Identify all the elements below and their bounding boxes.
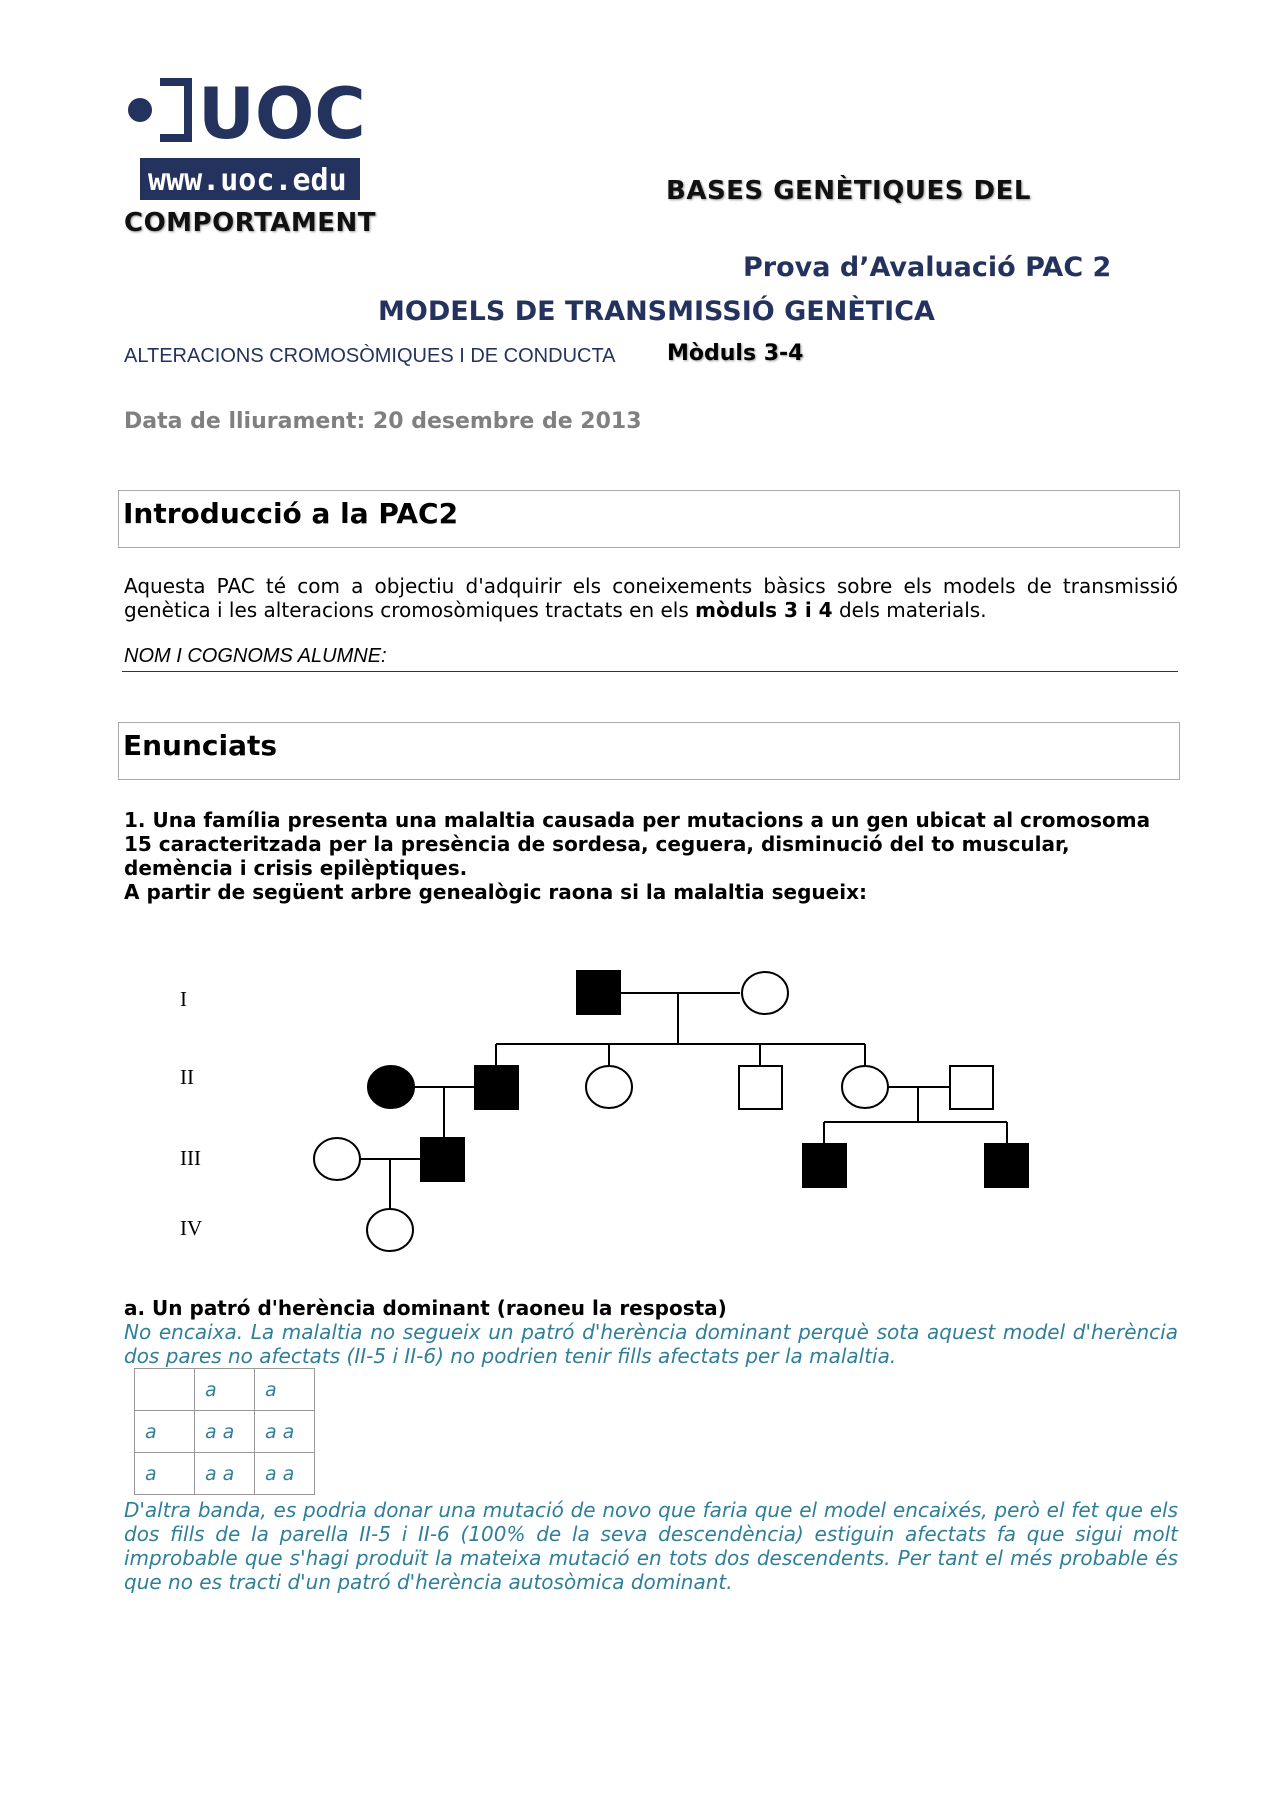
pedigree-III-4-affected-male: [985, 1144, 1028, 1187]
pedigree-II-2-affected-male: [475, 1066, 518, 1109]
pedigree-I-2-female: [742, 972, 788, 1014]
punnett-cell: a: [135, 1453, 195, 1495]
punnett-row: [135, 1453, 315, 1495]
punnett-row: [135, 1369, 315, 1411]
punnett-cell: a: [255, 1369, 315, 1411]
enunciats-heading-box: [118, 722, 1180, 780]
moduls-label: Mòduls 3-4: [667, 341, 804, 366]
punnett-square: [134, 1368, 315, 1495]
intro-heading: Introducció a la PAC2: [123, 497, 459, 530]
question-1-text: 1. Una família presenta una malaltia causada per mutacions a un gen ubicat al cromosoma 15 caracteritzada per la presència de sordesa, ceguera, disminució del to muscular, demència i crisis epilèptiques.: [124, 808, 1151, 880]
pedigree-I-1-affected-male: [577, 971, 620, 1014]
student-name-label: NOM I COGNOMS ALUMNE:: [124, 645, 387, 667]
pedigree-III-3-affected-male: [803, 1144, 846, 1187]
punnett-cell: [135, 1369, 195, 1411]
pedigree-III-2-affected-male: [421, 1138, 464, 1181]
student-name-line[interactable]: [122, 671, 1178, 672]
pedigree-II-1-affected-female: [368, 1066, 414, 1108]
punnett-cell: a a: [255, 1411, 315, 1453]
logo-url-text: www.uoc.edu: [148, 163, 347, 198]
generation-label-III: III: [180, 1146, 201, 1170]
uoc-logo: [124, 78, 364, 203]
delivery-date: Data de lliurament: 20 desembre de 2013: [124, 409, 642, 434]
punnett-cell: a a: [255, 1453, 315, 1495]
question-1: [124, 808, 1178, 904]
intro-heading-box: [118, 490, 1180, 548]
pedigree-II-3-female: [586, 1066, 632, 1108]
punnett-row: [135, 1411, 315, 1453]
part-a-question: a. Un patró d'herència dominant (raoneu la resposta): [124, 1296, 727, 1320]
punnett-cell: a a: [195, 1453, 255, 1495]
punnett-cell: a a: [195, 1411, 255, 1453]
generation-label-II: II: [180, 1065, 194, 1089]
pedigree-II-4-male: [739, 1066, 782, 1109]
part-a-answer-1: No encaixa. La malaltia no segueix un patró d'herència dominant perquè sota aquest model d'herència dos pares no afectats (II-5 i II-6) no podrien tenir fills afectats per la malaltia.: [124, 1320, 1178, 1368]
punnett-cell: a: [135, 1411, 195, 1453]
pedigree-IV-1-female: [367, 1209, 413, 1251]
intro-text-start: Aquesta PAC té com a objectiu d'adquirir els coneixements bàsics sobre els models de transmissió genètica i les alteracions cromosòmiques tractats en els: [124, 574, 1178, 622]
pedigree-II-5-female: [842, 1066, 888, 1108]
punnett-cell: a: [195, 1369, 255, 1411]
logo-brand-text: UOC: [198, 78, 364, 155]
question-1-prompt: A partir de següent arbre genealògic raona si la malaltia segueix:: [124, 880, 867, 904]
pedigree-II-6-male: [950, 1066, 993, 1109]
generation-label-I: I: [180, 987, 187, 1011]
pedigree-lines: [359, 993, 1007, 1228]
models-title: MODELS DE TRANSMISSIÓ GENÈTICA: [378, 296, 935, 327]
generation-label-IV: IV: [180, 1216, 203, 1240]
pedigree-III-1-female: [314, 1138, 360, 1180]
subject-title-line1: BASES GENÈTIQUES DEL: [666, 176, 1031, 206]
alteracions-subtitle: ALTERACIONS CROMOSÒMIQUES I DE CONDUCTA: [124, 345, 616, 367]
pedigree-chart: [0, 940, 1280, 1260]
intro-paragraph: [124, 574, 1178, 622]
enunciats-heading: Enunciats: [123, 729, 278, 762]
subject-title-line2: COMPORTAMENT: [124, 208, 377, 238]
part-a-answer-2: D'altra banda, es podria donar una mutació de novo que faria que el model encaixés, però el fet que els dos fills de la parella II-5 i II-6 (100% de la seva descendència) estiguin afectats fa que sigui molt improbable que s'hagi produït la mateixa mutació en tots dos descendents. Per tant el més probable és que no es tracti d'un patró d'herència autosòmica dominant.: [124, 1498, 1178, 1594]
intro-text-bold: mòduls 3 i 4: [695, 598, 833, 622]
prova-title: Prova d’Avaluació PAC 2: [743, 252, 1112, 283]
intro-text-end: dels materials.: [832, 598, 987, 622]
